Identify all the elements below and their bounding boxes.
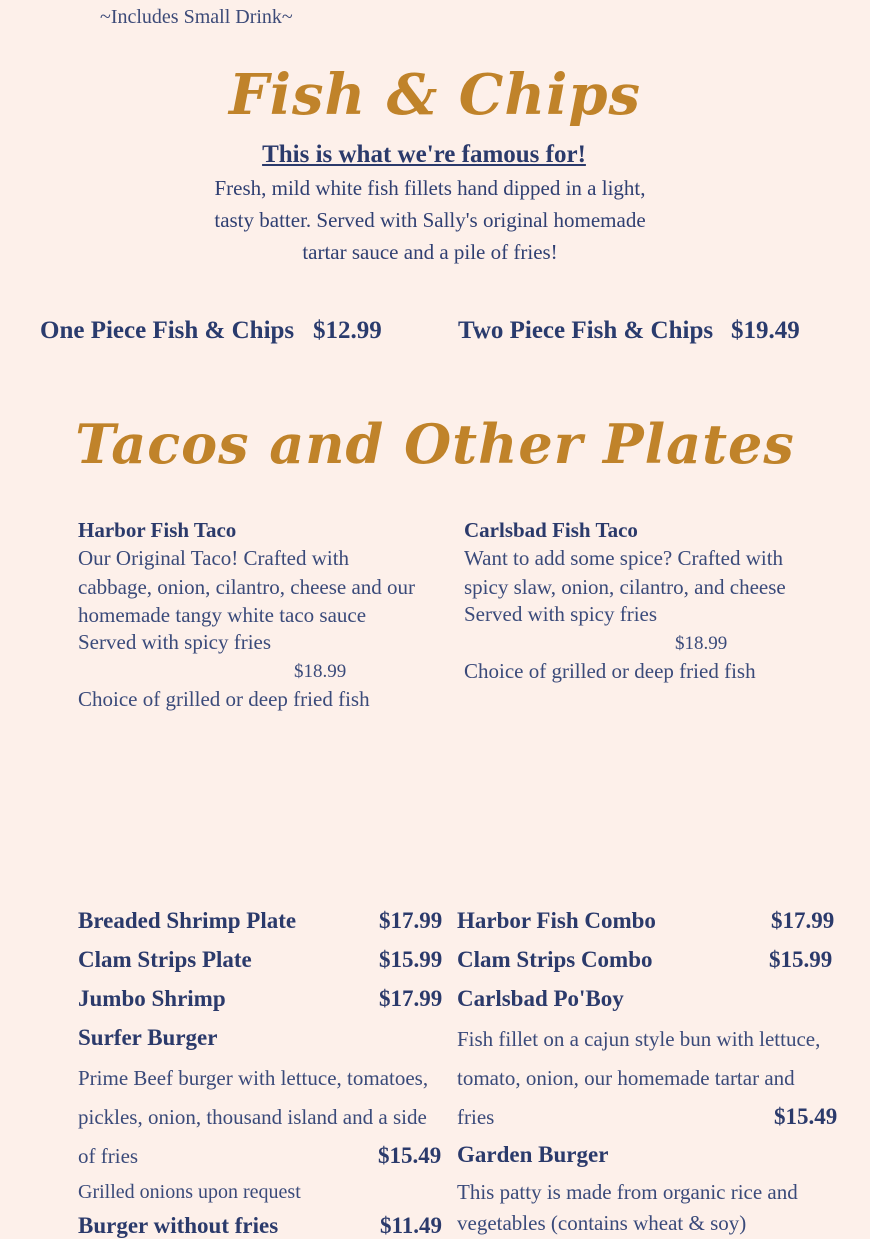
harbor-taco-served: Served with spicy fries	[78, 630, 272, 654]
surfer-burger-note: Grilled onions upon request	[78, 1181, 301, 1203]
surfer-burger-line3: of fries	[78, 1144, 139, 1168]
jumbo-shrimp-price: $17.99	[379, 986, 443, 1011]
two-piece-price: $19.49	[731, 317, 800, 344]
harbor-taco-desc: Our Original Taco! Crafted with cabbage, onion, cilantro, cheese and our homemade tangy white taco sauce	[78, 546, 416, 627]
harbor-taco-price: $18.99	[294, 661, 347, 682]
fish-chips-title: Fish & Chips	[228, 62, 642, 128]
carlsbad-taco-price: $18.99	[675, 633, 728, 654]
poboy-name: Carlsbad Po'Boy	[457, 986, 624, 1011]
surfer-burger-line2: pickles, onion, thousand island and a side	[78, 1105, 427, 1129]
one-piece-price: $12.99	[313, 317, 382, 344]
garden-burger-line2: vegetables (contains wheat & soy)	[457, 1211, 747, 1235]
fish-chips-description: Fresh, mild white fish fillets hand dipped in a light, tasty batter. Served with Sally's original homemade tartar sauce and a pile of fries!	[214, 176, 646, 264]
clam-combo-price: $15.99	[769, 947, 833, 972]
breaded-shrimp-name: Breaded Shrimp Plate	[78, 908, 297, 933]
harbor-taco-name: Harbor Fish Taco	[78, 518, 237, 542]
harbor-taco-choice: Choice of grilled or deep fried fish	[78, 687, 370, 711]
poboy-line3: fries	[457, 1105, 495, 1129]
poboy-price: $15.49	[774, 1104, 838, 1129]
fish-chips-tagline: This is what we're famous for!	[262, 141, 586, 168]
tacos-title: Tacos and Other Plates	[75, 412, 795, 476]
jumbo-shrimp-name: Jumbo Shrimp	[78, 986, 226, 1011]
carlsbad-taco-choice: Choice of grilled or deep fried fish	[464, 659, 756, 683]
breaded-shrimp-price: $17.99	[379, 908, 443, 933]
garden-burger-name: Garden Burger	[457, 1142, 609, 1167]
surfer-burger-line1: Prime Beef burger with lettuce, tomatoes,	[78, 1066, 429, 1090]
clam-strips-plate-name: Clam Strips Plate	[78, 947, 252, 972]
surfer-burger-name: Surfer Burger	[78, 1025, 218, 1050]
two-piece-name: Two Piece Fish & Chips	[458, 317, 714, 344]
harbor-combo-name: Harbor Fish Combo	[457, 908, 656, 933]
harbor-combo-price: $17.99	[771, 908, 835, 933]
garden-burger-line1: This patty is made from organic rice and	[457, 1180, 798, 1204]
carlsbad-taco-name: Carlsbad Fish Taco	[464, 518, 638, 542]
carlsbad-taco-desc: Want to add some spice? Crafted with spicy slaw, onion, cilantro, and cheese	[464, 546, 786, 599]
burger-no-fries-name: Burger without fries	[78, 1213, 279, 1238]
poboy-line1: Fish fillet on a cajun style bun with lettuce,	[457, 1027, 821, 1051]
includes-drink-note: ~Includes Small Drink~	[100, 6, 293, 28]
clam-strips-plate-price: $15.99	[379, 947, 443, 972]
carlsbad-taco-served: Served with spicy fries	[464, 602, 658, 626]
poboy-line2: tomato, onion, our homemade tartar and	[457, 1066, 795, 1090]
clam-combo-name: Clam Strips Combo	[457, 947, 653, 972]
burger-no-fries-price: $11.49	[380, 1213, 442, 1238]
one-piece-name: One Piece Fish & Chips	[40, 317, 295, 344]
surfer-burger-price: $15.49	[378, 1143, 442, 1168]
